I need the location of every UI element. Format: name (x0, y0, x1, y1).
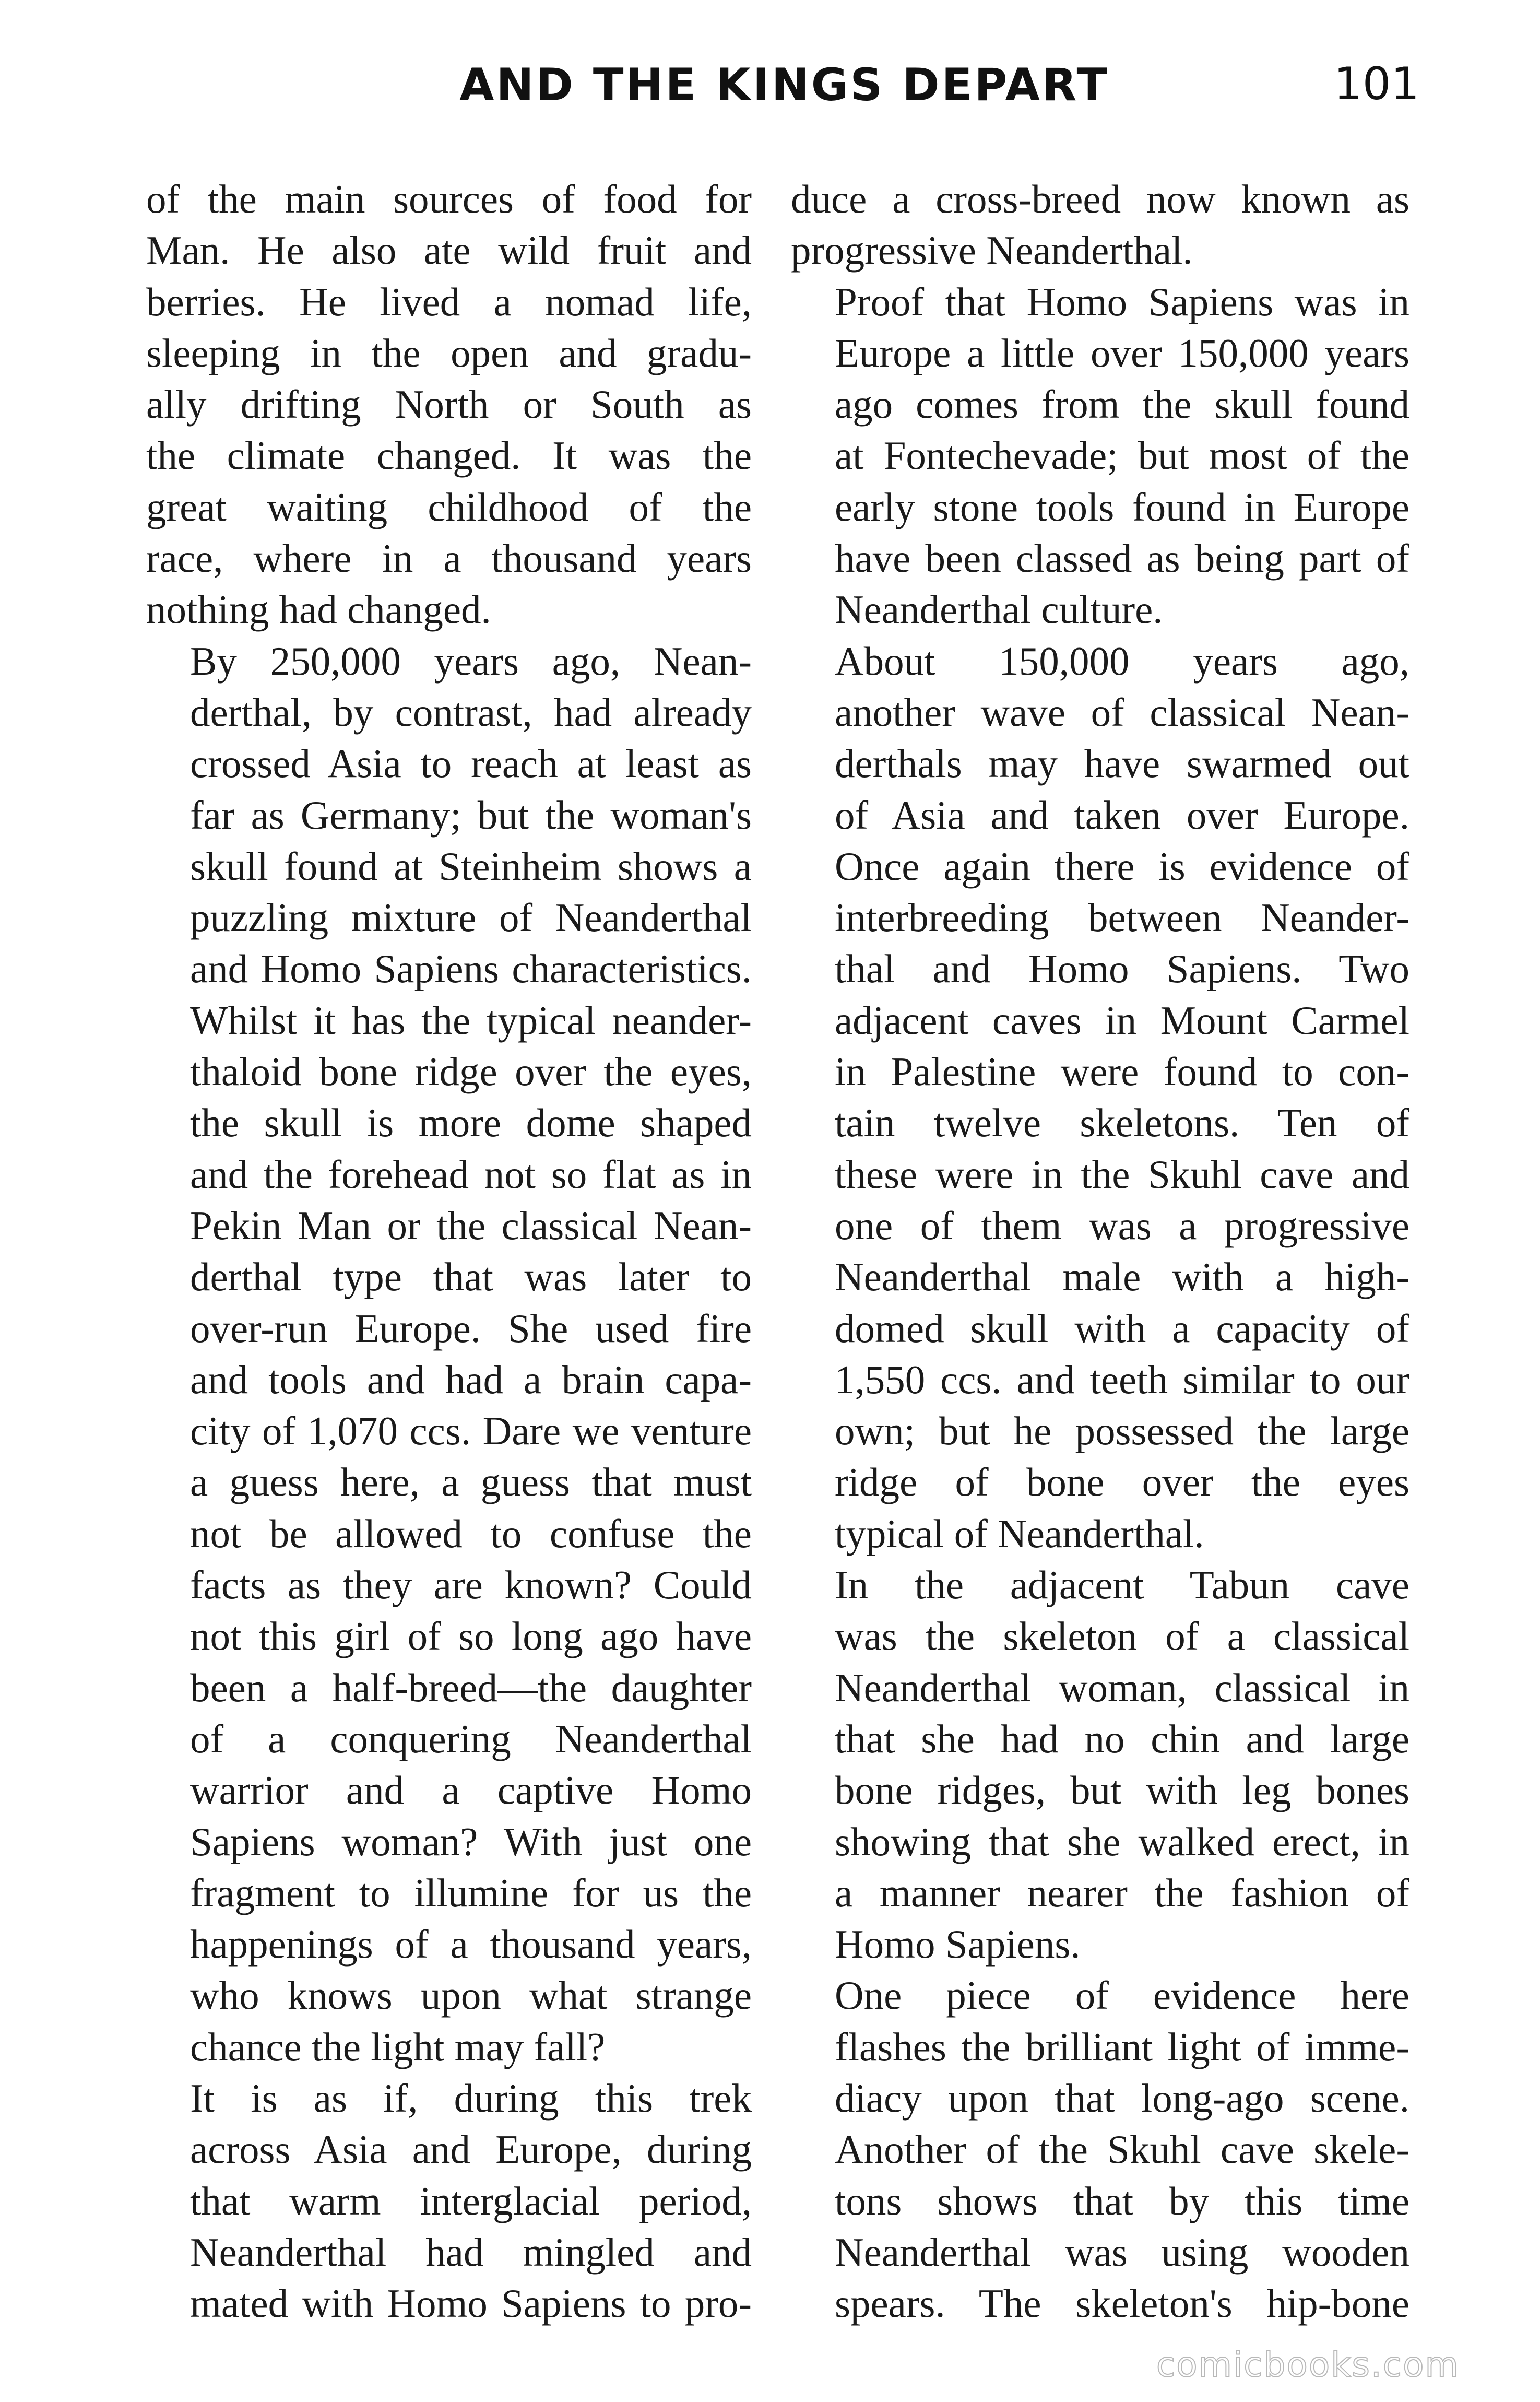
running-head: AND THE KINGS DEPART (459, 59, 1110, 111)
text-line: race, where in a thousand years (146, 536, 752, 581)
text-line: across Asia and Europe, during (190, 2127, 752, 2172)
text-line: Homo Sapiens. (835, 1922, 1081, 1967)
text-line: city of 1,070 ccs. Dare we venture (190, 1408, 752, 1454)
text-line: thaloid bone ridge over the eyes, (190, 1049, 752, 1094)
text-line: the skull is more dome shaped (190, 1100, 752, 1146)
text-line: far as Germany; but the woman's (190, 792, 752, 838)
text-line: was the skeleton of a classical (835, 1614, 1409, 1659)
text-line: these were in the Skuhl cave and (835, 1151, 1409, 1197)
text-line: ally drifting North or South as (146, 382, 752, 427)
text-line: early stone tools found in Europe (835, 484, 1409, 529)
text-line: Neanderthal woman, classical in (835, 1665, 1409, 1710)
text-line: derthal, by contrast, had already (190, 689, 752, 735)
text-line: Man. He also ate wild fruit and (146, 228, 752, 273)
text-line: sleeping in the open and gradu- (146, 330, 752, 375)
text-line: chance the light may fall? (190, 2024, 606, 2069)
text-line: and the forehead not so flat as in (190, 1151, 752, 1197)
text-line: nothing had changed. (146, 587, 491, 632)
text-line: of the main sources of food for (146, 176, 752, 221)
text-line: Sapiens woman? With just one (190, 1819, 752, 1864)
text-line: fragment to illumine for us the (190, 1870, 752, 1915)
text-line: 1,550 ccs. and teeth similar to our (835, 1357, 1409, 1402)
text-line: berries. He lived a nomad life, (146, 279, 752, 324)
text-line: Pekin Man or the classical Nean- (190, 1203, 752, 1248)
paragraph (791, 1970, 1409, 2329)
text-line: derthals may have swarmed out (835, 741, 1409, 786)
text-line: not be allowed to confuse the (190, 1511, 752, 1556)
text-line: mated with Homo Sapiens to pro- (190, 2281, 752, 2326)
text-line: tons shows that by this time (835, 2178, 1409, 2223)
text-line: and Homo Sapiens characteristics. (190, 946, 752, 992)
text-line: skull found at Steinheim shows a (190, 843, 752, 889)
text-line: that warm interglacial period, (190, 2178, 752, 2223)
paragraph (146, 635, 752, 2073)
page-number: 101 (1334, 58, 1420, 110)
text-line: been a half-breed—the daughter (190, 1665, 752, 1710)
text-line: One piece of evidence here (835, 1973, 1409, 2018)
text-line: facts as they are known? Could (190, 1562, 752, 1608)
text-line: puzzling mixture of Neanderthal (190, 895, 752, 940)
text-line: over-run Europe. She used fire (190, 1305, 752, 1351)
text-line: not this girl of so long ago have (190, 1614, 752, 1659)
text-line: Whilst it has the typical neander- (190, 997, 752, 1043)
paragraph (791, 173, 1409, 276)
text-line: at Fontechevade; but most of the (835, 433, 1409, 478)
text-line: Europe a little over 150,000 years (835, 330, 1409, 375)
text-line: diacy upon that long-ago scene. (835, 2075, 1409, 2121)
text-line: happenings of a thousand years, (190, 1922, 752, 1967)
left-column (146, 173, 752, 2329)
text-line: crossed Asia to reach at least as (190, 741, 752, 786)
text-line: a manner nearer the fashion of (835, 1870, 1409, 1915)
right-column (791, 173, 1409, 2329)
text-line: tain twelve skeletons. Ten of (835, 1100, 1409, 1146)
watermark: comicbooks.com (1156, 2345, 1460, 2385)
text-line: that she had no chin and large (835, 1716, 1409, 1761)
paragraph (791, 1559, 1409, 1970)
text-line: one of them was a progressive (835, 1203, 1409, 1248)
text-line: own; but he possessed the large (835, 1408, 1409, 1454)
text-line: of a conquering Neanderthal (190, 1716, 752, 1761)
paragraph (791, 635, 1409, 1559)
text-line: warrior and a captive Homo (190, 1768, 752, 1813)
text-line: derthal type that was later to (190, 1254, 752, 1300)
paragraph (146, 2073, 752, 2329)
text-line: have been classed as being part of (835, 536, 1409, 581)
paragraph (791, 276, 1409, 635)
text-line: in Palestine were found to con- (835, 1049, 1409, 1094)
text-line: the climate changed. It was the (146, 433, 752, 478)
text-line: ago comes from the skull found (835, 382, 1409, 427)
text-line: ridge of bone over the eyes (835, 1459, 1409, 1505)
paragraph (146, 173, 752, 635)
text-line: Neanderthal male with a high- (835, 1254, 1409, 1300)
text-line: who knows upon what strange (190, 1973, 752, 2018)
text-line: Another of the Skuhl cave skele- (835, 2127, 1409, 2172)
text-line: Neanderthal had mingled and (190, 2229, 752, 2275)
text-line: domed skull with a capacity of (835, 1305, 1409, 1351)
text-line: Neanderthal was using wooden (835, 2229, 1409, 2275)
text-line: progressive Neanderthal. (791, 228, 1193, 273)
text-line: great waiting childhood of the (146, 484, 752, 529)
text-line: typical of Neanderthal. (835, 1511, 1204, 1556)
text-line: thal and Homo Sapiens. Two (835, 946, 1409, 992)
text-line: In the adjacent Tabun cave (835, 1562, 1409, 1608)
text-line: It is as if, during this trek (190, 2075, 752, 2121)
text-line: Once again there is evidence of (835, 843, 1409, 889)
text-line: interbreeding between Neander- (835, 895, 1409, 940)
text-line: Neanderthal culture. (835, 587, 1163, 632)
text-line: and tools and had a brain capa- (190, 1357, 752, 1402)
text-line: Proof that Homo Sapiens was in (835, 279, 1409, 324)
text-line: duce a cross-breed now known as (791, 176, 1409, 221)
text-line: of Asia and taken over Europe. (835, 792, 1409, 838)
text-line: a guess here, a guess that must (190, 1459, 752, 1505)
text-line: another wave of classical Nean- (835, 689, 1409, 735)
text-line: adjacent caves in Mount Carmel (835, 997, 1409, 1043)
text-line: bone ridges, but with leg bones (835, 1768, 1409, 1813)
text-line: About 150,000 years ago, (835, 638, 1409, 684)
text-line: flashes the brilliant light of imme- (835, 2024, 1409, 2069)
text-line: By 250,000 years ago, Nean- (190, 638, 752, 684)
text-line: spears. The skeleton's hip-bone (835, 2281, 1409, 2326)
text-line: showing that she walked erect, in (835, 1819, 1409, 1864)
